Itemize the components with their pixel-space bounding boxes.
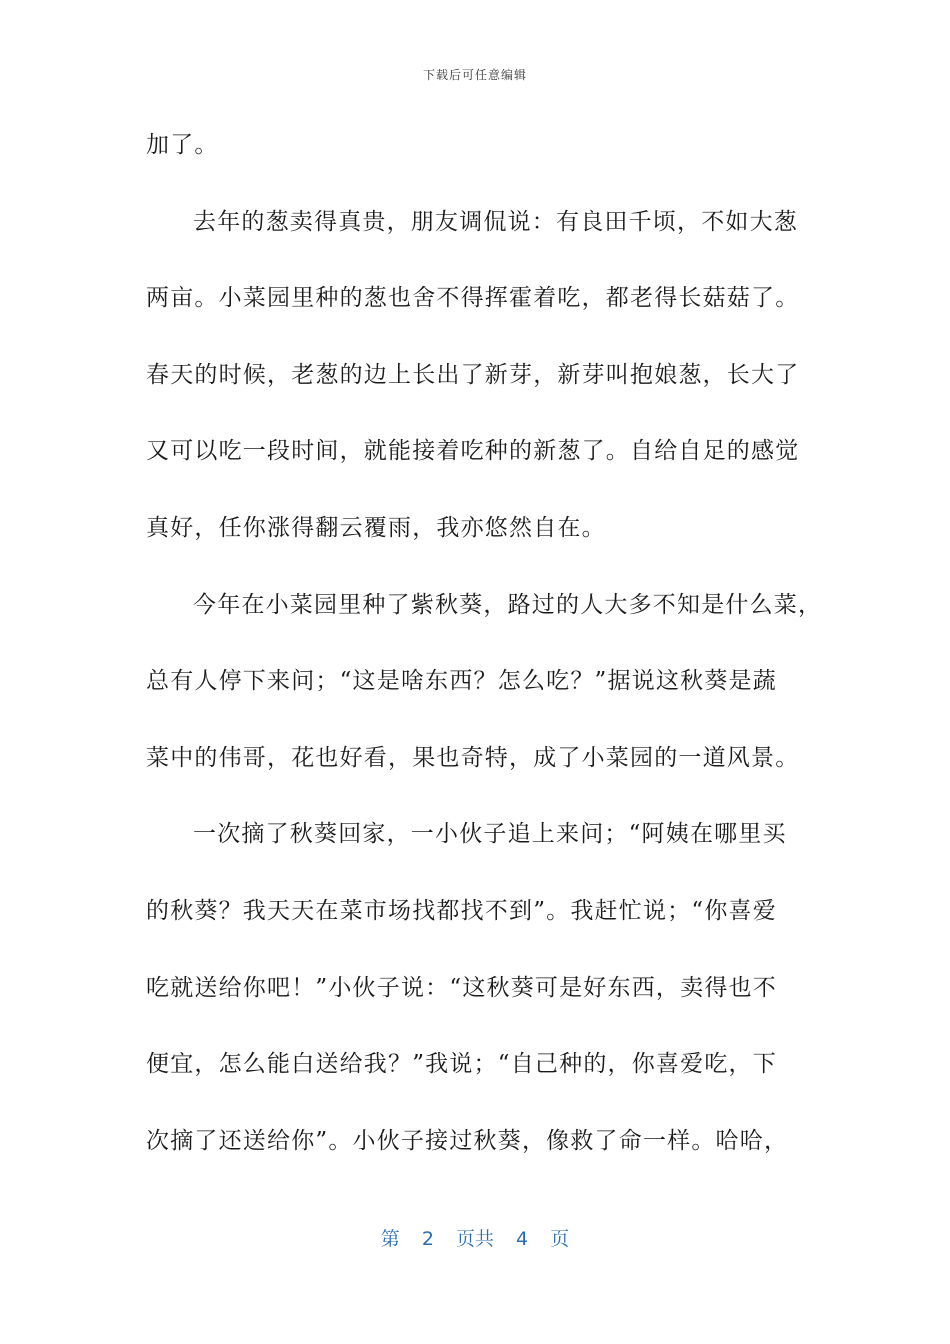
text-line: 菜中的伟哥，花也好看，果也奇特，成了小菜园的一道风景。 bbox=[146, 744, 800, 771]
text-line: 加了。 bbox=[146, 132, 219, 158]
page-footer bbox=[0, 1224, 950, 1251]
footer-suffix: 页 bbox=[550, 1228, 570, 1250]
page-header: 下载后可任意编辑 bbox=[422, 68, 527, 82]
text-line: 吃就送给你吧！”小伙子说：“这秋葵可是好东西，卖得也不 bbox=[146, 974, 777, 1001]
text-line: 今年在小菜园里种了紫秋葵，路过的人大多不知是什么菜， bbox=[193, 591, 823, 618]
text-line: 总有人停下来问；“这是啥东西？怎么吃？”据说这秋葵是蔬 bbox=[146, 668, 777, 695]
text-line: 便宜，怎么能白送给我？”我说；“自己种的，你喜爱吃，下 bbox=[146, 1051, 777, 1078]
current-page-number: 2 bbox=[421, 1228, 434, 1250]
text-line: 次摘了还送给你”。小伙子接过秋葵，像救了命一样。哈哈， bbox=[146, 1127, 789, 1154]
text-line: 去年的葱卖得真贵，朋友调侃说：有良田千顷，不如大葱 bbox=[193, 208, 798, 235]
document-body bbox=[146, 118, 823, 1190]
text-line: 又可以吃一段时间，就能接着吃种的新葱了。自给自足的感觉 bbox=[146, 438, 800, 465]
text-line: 两亩。小菜园里种的葱也舍不得挥霍着吃，都老得长菇菇了。 bbox=[146, 285, 800, 312]
total-page-count: 4 bbox=[516, 1228, 529, 1250]
text-line: 一次摘了秋葵回家，一小伙子追上来问；“阿姨在哪里买 bbox=[193, 821, 787, 848]
text-line: 春天的时候，老葱的边上长出了新芽，新芽叫抱娘葱，长大了 bbox=[146, 361, 800, 388]
footer-middle: 页共 bbox=[455, 1228, 494, 1250]
footer-prefix: 第 bbox=[380, 1228, 400, 1250]
text-line: 真好，任你涨得翻云覆雨，我亦悠然自在。 bbox=[146, 514, 606, 541]
text-line: 的秋葵？我天天在菜市场找都找不到”。我赶忙说；“你喜爱 bbox=[146, 897, 777, 924]
